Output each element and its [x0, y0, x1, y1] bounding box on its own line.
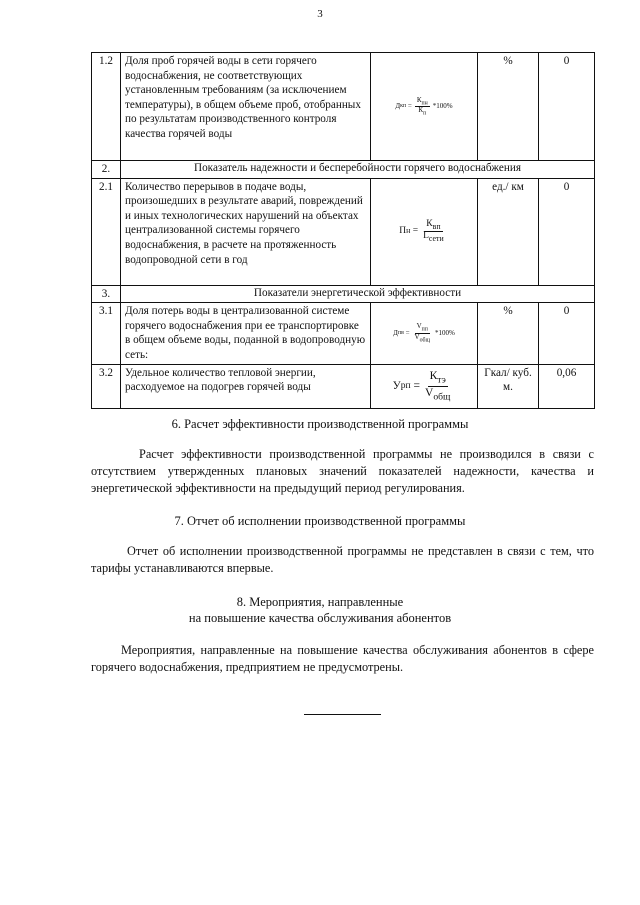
indicators-table [91, 52, 595, 409]
section-7-heading: 7. Отчет об исполнении производственной программы [174, 514, 466, 528]
formula: Д кп = $\frac{К_{пн}}{К_п}$ * 100% [395, 95, 453, 117]
value: 0 [539, 178, 595, 285]
table-row [92, 53, 595, 161]
unit: % [478, 53, 539, 161]
formula: П н = $\frac{К_{вп}}{L_{сети}}$ [399, 218, 444, 243]
indicator-name: Удельное количество тепловой энергии, расходуемое на подогрев горячей воды [121, 364, 371, 408]
formula-cell [371, 53, 478, 161]
section-title: Показатель надежности и бесперебойности горячего водоснабжения [121, 161, 595, 179]
section-7-text: Отчет об исполнении производственной программы не представлен в связи с тем, что тарифы устанавливаются впервые. [91, 544, 594, 576]
formula-cell [371, 178, 478, 285]
fraction: $\frac{К_{тэ}}{V_{общ}}$ [425, 370, 451, 402]
unit: % [478, 303, 539, 364]
indicator-name: Количество перерывов в подаче воды, произошедших в результате аварий, повреждений и иных технологических нарушений на объектах централизованной системы горячего водоснабжения, в расчете на протяженность водопроводной сети в год [121, 178, 371, 285]
section-number: 2. [92, 161, 121, 179]
row-number: 2.1 [92, 178, 121, 285]
unit: Гкал/ куб. м. [478, 364, 539, 408]
section-6-text: Расчет эффективности производственной программы не производился в связи с отсутствием утвержденных плановых значений показателей надежности, качества и энергетической эффективности на предыдущий период регулирования. [91, 447, 594, 496]
formula-cell [371, 303, 478, 364]
indicator-name: Доля потерь воды в централизованной системе горячего водоснабжения при ее транспортировке в общем объеме воды, поданной в водопроводную сеть: [121, 303, 371, 364]
table-row [92, 178, 595, 285]
formula-cell [371, 364, 478, 408]
section-row [92, 161, 595, 179]
section-6-heading: 6. Расчет эффективности производственной программы [171, 417, 469, 431]
value: 0 [539, 53, 595, 161]
table-row [92, 303, 595, 364]
formula: У рп = $\frac{К_{тэ}}{V_{общ}}$ [392, 370, 451, 402]
table-row [92, 364, 595, 408]
indicator-name: Доля проб горячей воды в сети горячего водоснабжения, не соответствующих установленным требованиям (за исключением температуры), в общем объеме проб, отобранных по результатам производственного контроля качества горячей воды [121, 53, 371, 161]
row-number: 1.2 [92, 53, 121, 161]
section-8-heading-line1: 8. Мероприятия, направленные [236, 595, 404, 609]
section-8-text: Мероприятия, направленные на повышение качества обслуживания абонентов в сфере горячего водоснабжения, предприятием не предусмотрены. [91, 643, 594, 675]
page-number: 3 [317, 8, 323, 20]
value: 0,06 [539, 364, 595, 408]
closing-rule [304, 714, 381, 715]
fraction: $\frac{V_{пп}}{V_{общ}}$ [414, 322, 430, 344]
section-number: 3. [92, 285, 121, 303]
formula: Д пв = $\frac{V_{пп}}{V_{общ}}$ * 100% [393, 322, 455, 344]
row-number: 3.1 [92, 303, 121, 364]
section-8-heading-line2: на повышение качества обслуживания абонентов [188, 611, 452, 625]
unit: ед./ км [478, 178, 539, 285]
section-title: Показатели энергетической эффективности [121, 285, 595, 303]
value: 0 [539, 303, 595, 364]
fraction: $\frac{К_{вп}}{L_{сети}}$ [423, 218, 444, 243]
fraction: $\frac{К_{пн}}{К_п}$ [416, 95, 428, 117]
row-number: 3.2 [92, 364, 121, 408]
section-row [92, 285, 595, 303]
